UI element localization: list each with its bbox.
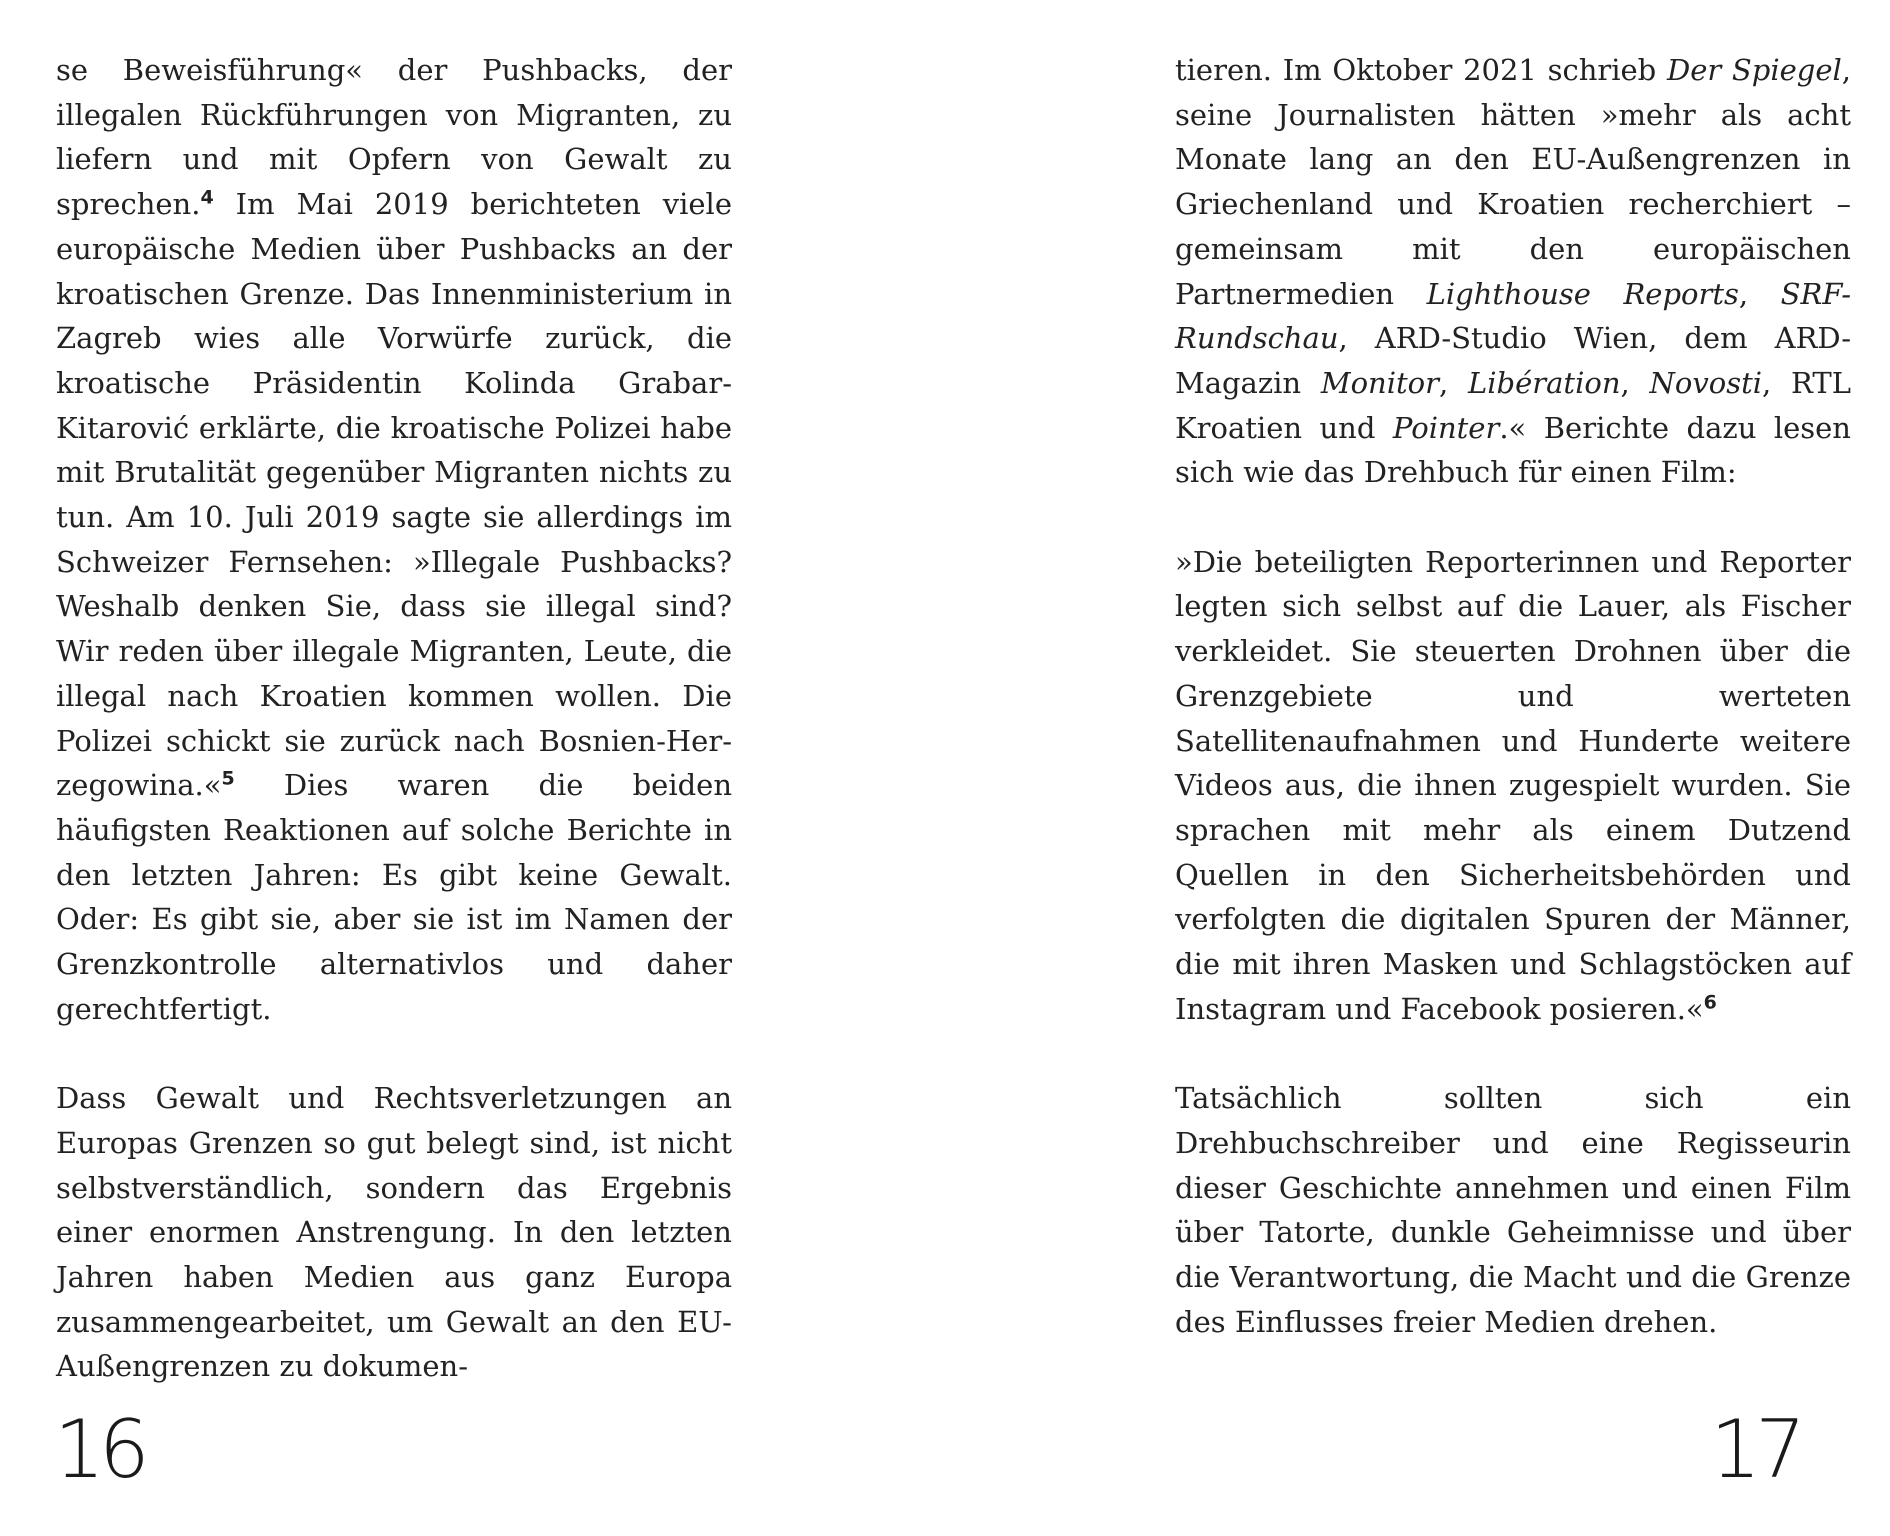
italic-title: Pointer xyxy=(1392,410,1500,445)
italic-title: Libération xyxy=(1468,365,1621,400)
text-segment: se Beweisführung« der Pushbacks, der illegalen Rückführungen von Migranten, zu liefern und mit Opfern von Gewalt zu sprechen. xyxy=(56,53,732,222)
text-segment: , seine Journalisten hätten »mehr als acht Monate lang an den EU-Außengrenzen in Griechenland und Kroatien recherchiert – gemeinsam mit den europäischen Partnermedien xyxy=(1175,53,1851,311)
text-segment: , ARD-Studio Wien, dem ARD-Magazin xyxy=(1175,321,1851,400)
page-number: 16 xyxy=(54,1403,144,1496)
text-segment: Dass Gewalt und Rechtsverletzungen an Europas Grenzen so gut belegt sind, ist nicht selbstverständlich, sondern das Ergebnis einer enormen Anstrengung. In den letzten Jahren haben Medien aus ganz Europa zusammengearbeitet, um Gewalt an den EU-Außengrenzen zu dokumen- xyxy=(56,1081,732,1384)
text-segment: , xyxy=(1620,365,1650,400)
italic-title: SRF-Rundschau xyxy=(1175,276,1851,356)
footnote-marker: 6 xyxy=(1703,991,1717,1014)
paragraph xyxy=(1175,1076,1851,1344)
text-segment: , RTL Kroatien und xyxy=(1175,365,1851,445)
paragraph xyxy=(56,48,732,1031)
footnote-marker: 5 xyxy=(221,767,235,790)
italic-title: Novosti xyxy=(1649,365,1763,400)
text-segment: .« Berichte dazu lesen sich wie das Drehbuch für einen Film: xyxy=(1175,410,1851,490)
page-number: 17 xyxy=(1710,1403,1800,1496)
right-page xyxy=(945,0,1890,1536)
text-segment: tieren. Im Oktober 2021 schrieb xyxy=(1175,53,1667,87)
italic-title: Der Spiegel xyxy=(1666,53,1842,87)
left-page-text xyxy=(56,48,732,1389)
text-segment: , xyxy=(1438,365,1469,400)
text-segment: Tatsächlich sollten sich ein Drehbuchschreiber und eine Regisseurin dieser Geschichte annehmen und einen Film über Tatorte, dunkle Geheimnisse und über die Verantwortung, die Macht und die Grenze des Einflusses freier Medien drehen. xyxy=(1175,1081,1851,1339)
footnote-marker: 4 xyxy=(200,186,214,209)
italic-title: Monitor xyxy=(1320,365,1439,400)
italic-title: Lighthouse Reports xyxy=(1426,276,1739,311)
paragraph xyxy=(1175,48,1851,495)
text-segment: Im Mai 2019 berichteten viele europäische Medien über Pushbacks an der kroatischen Grenze. Das Innenministerium in Zagreb wies alle Vorwürfe zurück, die kroatische Präsidentin Kolinda Grabar-Kitarović erklärte, die kroatische Polizei habe mit Brutalität gegenüber Migranten nichts zu tun. Am 10. Juli 2019 sagte sie allerdings im Schweizer Fernsehen: »Illegale Pushbacks? Weshalb denken Sie, dass sie illegal sind? Wir reden über illegale Migranten, Leute, die illegal nach Kroatien kommen wollen. Die Polizei schickt sie zurück nach Bosnien-Herzegowina.« xyxy=(56,187,732,803)
block-quote xyxy=(1175,540,1851,1032)
paragraph xyxy=(56,1076,732,1389)
text-segment: Dies waren die beiden häufigsten Reaktionen auf solche Berichte in den letzten Jahren: Es gibt keine Gewalt. Oder: Es gibt sie, aber sie ist im Namen der Grenzkontrolle alternativlos und daher gerechtfertigt. xyxy=(56,768,732,1026)
text-segment: »Die beteiligten Reporterinnen und Reporter legten sich selbst auf die Lauer, als Fischer verkleidet. Sie steuerten Drohnen über die Grenzgebiete und werteten Satellitenaufnahmen und Hunderte weitere Videos aus, die ihnen zugespielt wurden. Sie sprachen mit mehr als einem Dutzend Quellen in den Sicherheitsbehörden und verfolgten die digitalen Spuren der Männer, die mit ihren Masken und Schlagstöcken auf Instagram und Facebook posieren.« xyxy=(1175,544,1851,1026)
text-segment: , xyxy=(1738,276,1781,311)
right-page-text xyxy=(1175,48,1851,1344)
